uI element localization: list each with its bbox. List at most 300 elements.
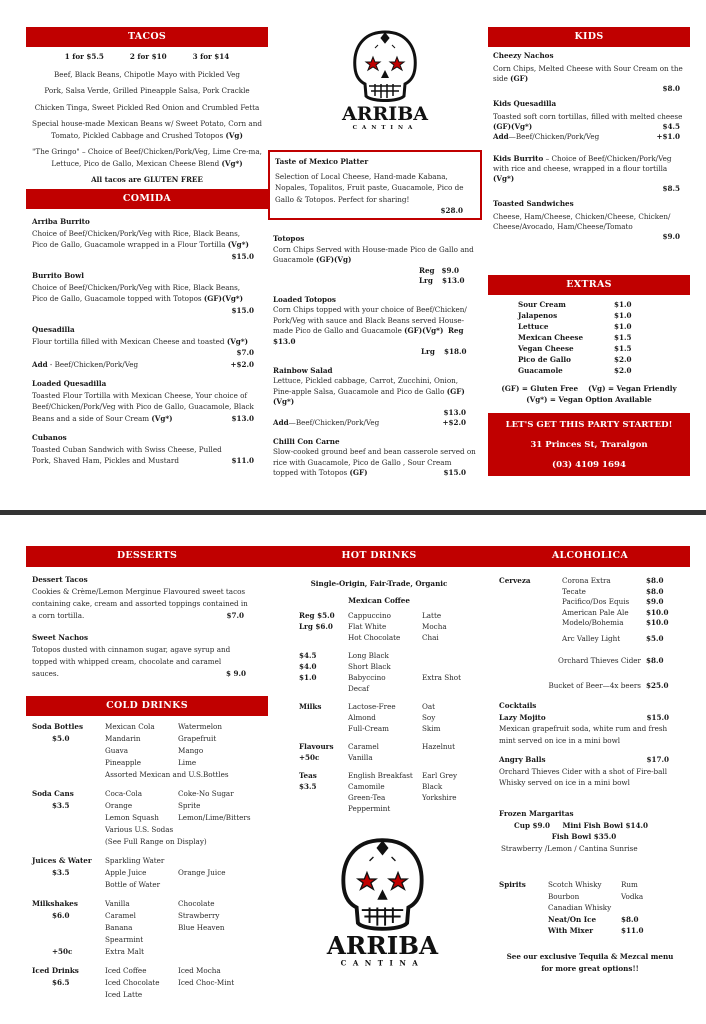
menu-text: Special house-made Mexican Beans w/ Sweet Potato, Corn and Tomato, Pickled Cabbage and Crushed Totopos xyxy=(32,119,262,140)
menu-text: Reg xyxy=(419,265,435,275)
menu-text xyxy=(299,723,348,734)
menu-text: Apple Juice xyxy=(105,868,147,877)
page-divider xyxy=(0,510,706,515)
menu-text: $1.0 xyxy=(614,311,632,320)
menu-text: $13.0 xyxy=(273,336,296,346)
menu-text: Kids Burrito xyxy=(493,154,544,163)
menu-text: $3.5 xyxy=(299,782,317,791)
drink-row xyxy=(499,681,689,692)
menu-text: Sprite xyxy=(178,801,201,810)
cocktails-section xyxy=(499,700,669,797)
menu-text: Watermelon xyxy=(178,722,222,731)
menu-text: Mexican Cheese xyxy=(518,333,584,342)
menu-text: Grapefruit xyxy=(178,734,217,743)
menu-text: Totopos xyxy=(273,234,305,243)
drink-row xyxy=(32,836,268,848)
menu-text: Angry Balls xyxy=(499,755,546,764)
menu-text: Flour tortilla filled with Mexican Cheese and toasted xyxy=(32,336,227,346)
margaritas-section xyxy=(499,808,669,854)
phone-number[interactable]: (03) 4109 1694 xyxy=(552,460,626,470)
drink-row xyxy=(518,332,668,343)
menu-text: Modelo/Bohemia xyxy=(562,618,624,627)
menu-text xyxy=(32,922,105,934)
menu-text: +$1.0 xyxy=(656,132,680,141)
menu-text: Assorted Mexican and U.S.Bottles xyxy=(105,770,229,779)
menu-text: $13.0 xyxy=(442,276,465,285)
menu-text: GLUTEN FREE xyxy=(143,175,203,184)
tacos-header: TACOS xyxy=(26,27,268,47)
menu-text: Camomile xyxy=(348,782,385,791)
menu-text: $2.0 xyxy=(614,366,632,375)
menu-text: +$2.0 xyxy=(230,359,254,369)
menu-text: Long Black xyxy=(348,651,389,660)
menu-text: $8.0 xyxy=(621,914,639,924)
menu-text: $15.0 xyxy=(231,305,254,315)
menu-text xyxy=(499,902,548,914)
drink-row xyxy=(499,656,689,667)
menu-text xyxy=(422,683,489,694)
menu-text: $15.0 xyxy=(646,712,669,722)
menu-text: Mexican Coffee xyxy=(348,596,410,605)
drink-row xyxy=(499,618,689,629)
menu-text: Choice of Beef/Chicken/Pork/Veg with Rice, Black Beans, Pico de Gallo, Guacamole wrapped in a Flour Tortilla xyxy=(32,228,241,249)
menu-text: Mexican Cola xyxy=(105,722,155,731)
menu-text: Coke-No Sugar xyxy=(178,789,234,798)
menu-text: English Breakfast xyxy=(348,771,413,780)
menu-text: American Pale Ale xyxy=(562,607,629,617)
menu-text: (Vg) = Vegan Friendly xyxy=(588,384,677,393)
drink-row xyxy=(299,701,489,712)
party-headline: LET'S GET THIS PARTY STARTED! xyxy=(505,420,673,430)
menu-text: $ 9.0 xyxy=(225,669,246,678)
menu-text: Reg $5.0 xyxy=(299,611,335,620)
menu-text xyxy=(178,855,268,867)
menu-text: Sparkling Water xyxy=(105,856,165,865)
menu-text: Spirits xyxy=(499,880,526,889)
menu-text: Burrito Bowl xyxy=(32,271,85,280)
menu-text: +50c xyxy=(299,753,320,762)
drink-group xyxy=(299,610,489,643)
tequila-note: See our exclusive Tequila & Mezcal menu for more great options!! xyxy=(506,952,674,973)
drink-row xyxy=(32,745,268,757)
menu-text: Lrg $6.0 xyxy=(299,622,333,631)
menu-item xyxy=(32,432,254,467)
menu-text: (GF) = Gluten Free xyxy=(501,384,579,393)
menu-text: $7.0 xyxy=(236,348,254,357)
drink-row xyxy=(299,741,489,752)
menu-text xyxy=(499,891,548,903)
menu-text: Scotch Whisky xyxy=(548,880,602,889)
menu-text: Mocha xyxy=(422,622,447,631)
menu-text: Reg xyxy=(447,326,464,335)
menu-text: Corn Chips topped with your choice of Beef/Chicken/ Pork/Veg with sauce and Black Beans served House-made Pico de Gallo and Guacamole xyxy=(273,305,467,335)
menu-text: (Vg*) xyxy=(493,174,515,183)
menu-text: Skim xyxy=(422,724,441,733)
menu-text: Toasted soft corn tortillas, filled with melted cheese xyxy=(493,112,683,121)
drink-row xyxy=(299,803,489,814)
menu-item xyxy=(493,199,688,242)
menu-text: Iced Latte xyxy=(105,990,143,999)
menu-text: Soda Bottles xyxy=(32,722,84,731)
menu-text: Corn Chips, Melted Cheese with Sour Cream on the side xyxy=(493,64,683,83)
menu-item xyxy=(493,154,688,194)
menu-text: Pico de Gallo xyxy=(518,355,571,364)
menu-text xyxy=(32,836,105,848)
menu-text: Oat xyxy=(422,702,436,711)
menu-text: Pork, Salsa Verde, Grilled Pineapple Salsa, Pork Crackle xyxy=(44,86,250,95)
taco-prices xyxy=(30,51,264,63)
menu-text: Loaded Totopos xyxy=(273,294,336,304)
menu-text xyxy=(32,769,105,781)
menu-text xyxy=(32,812,105,824)
menu-text: $4.5 xyxy=(299,651,317,660)
spirits-list xyxy=(499,879,679,937)
menu-text: $6.0 xyxy=(52,911,70,920)
drink-row xyxy=(299,683,489,694)
taco-price: 2 for $10 xyxy=(129,52,167,61)
menu-text: Iced Mocha xyxy=(178,966,221,975)
menu-item xyxy=(32,270,254,316)
menu-text: Yorkshire xyxy=(422,793,457,802)
drink-group xyxy=(32,965,268,1001)
menu-text: (GF)(Vg*) xyxy=(203,294,244,303)
menu-text: $8.0 xyxy=(646,586,664,596)
drink-row xyxy=(299,650,489,661)
menu-text: – Choice of Beef/Chicken/Pork/Veg with rice and cheese, wrapped in a flour tortilla xyxy=(493,154,672,173)
menu-item xyxy=(273,295,478,358)
taco-item xyxy=(30,102,264,114)
menu-text: $8.0 xyxy=(646,576,664,585)
menu-text: (GF)(Vg*) xyxy=(493,122,533,131)
menu-item xyxy=(32,216,254,262)
taco-price: 3 for $14 xyxy=(192,52,230,61)
menu-text: Bottle of Water xyxy=(105,880,161,889)
menu-text: $1.0 xyxy=(614,322,632,331)
drink-row xyxy=(299,770,489,781)
menu-item xyxy=(273,437,478,479)
drink-row xyxy=(499,902,679,914)
menu-text: Iced Choc-Mint xyxy=(178,978,235,987)
menu-text: $1.0 xyxy=(614,300,632,309)
menu-text: $1.0 xyxy=(299,673,317,682)
menu-text: Chilli Con Carne xyxy=(273,436,340,446)
taco-price: 1 for $5.5 xyxy=(64,52,104,61)
cocktail-item xyxy=(499,754,669,789)
menu-text: Juices & Water xyxy=(32,856,92,865)
menu-text xyxy=(32,745,105,757)
menu-text: Iced Drinks xyxy=(32,966,79,975)
menu-text: $10.0 xyxy=(646,607,669,617)
cerveza-list xyxy=(499,576,689,691)
drink-row xyxy=(299,712,489,723)
drink-row xyxy=(32,721,268,733)
menu-text xyxy=(178,879,268,891)
drink-row xyxy=(32,977,268,989)
menu-text: Blue Heaven xyxy=(178,923,225,932)
menu-text: $11.0 xyxy=(621,926,644,935)
menu-text: $7.0 xyxy=(226,611,244,620)
drink-row xyxy=(32,934,268,946)
menu-text: $13.0 xyxy=(231,413,254,423)
menu-text: (Vg) xyxy=(225,130,243,140)
menu-text: $17.0 xyxy=(646,755,669,764)
drink-row xyxy=(299,632,489,643)
menu-text: Orchard Thieves Cider xyxy=(558,656,641,665)
taco-item xyxy=(30,146,264,169)
menu-text: Kids Quesadilla xyxy=(493,99,557,108)
menu-text: Orchard Thieves Cider with a shot of Fire-ball Whisky served on ice in a mini bowl xyxy=(499,766,668,787)
menu-text: Green-Tea xyxy=(348,793,386,802)
platter-price: $28.0 xyxy=(440,206,463,215)
menu-text: Pineapple xyxy=(105,758,142,767)
menu-text: (Vg*) xyxy=(226,336,248,346)
menu-text: Choice of Beef/Chicken/Pork/Veg with Rice, Black Beans, Pico de Gallo, Guacamole topped with Totopos xyxy=(32,282,241,303)
drink-row xyxy=(518,310,668,321)
menu-text: Latte xyxy=(422,611,442,620)
menu-text: (Vg*) xyxy=(227,240,249,249)
drink-group xyxy=(299,770,489,814)
menu-text: Lettuce, Pickled cabbage, Carrot, Zucchini, Onion, Pine-apple Salsa, Guacamole and Pico de Gallo xyxy=(273,376,459,396)
menu-text xyxy=(499,925,548,937)
menu-text: Chicken Tinga, Sweet Pickled Red Onion and Crumbled Fetta xyxy=(34,102,260,112)
drink-row xyxy=(499,925,679,937)
menu-text: $4.5 xyxy=(662,122,680,131)
menu-text xyxy=(178,989,268,1001)
menu-text: Guacamole xyxy=(518,366,563,375)
menu-text: Lime xyxy=(178,758,197,767)
menu-text: Lrg xyxy=(419,276,433,285)
drink-row xyxy=(32,812,268,824)
diet-legend xyxy=(488,383,690,405)
menu-text: Toasted Sandwiches xyxy=(493,199,574,208)
menu-text: Peppermint xyxy=(348,804,391,813)
menu-text: $15.0 xyxy=(231,251,254,261)
cold-drinks-header: COLD DRINKS xyxy=(26,696,268,716)
drink-row xyxy=(499,634,689,645)
menu-text: Vanilla xyxy=(105,899,130,908)
menu-item xyxy=(273,366,478,429)
drink-group xyxy=(299,650,489,694)
menu-text: Sour Cream xyxy=(518,300,566,309)
extras-header: EXTRAS xyxy=(488,275,690,295)
menu-text: $5.0 xyxy=(52,734,70,743)
menu-text: (Vg*) xyxy=(151,413,173,423)
comida-section xyxy=(32,216,254,475)
menu-text: Full-Cream xyxy=(348,724,389,733)
menu-item xyxy=(32,574,250,622)
party-banner xyxy=(488,413,690,476)
platter-desc: Selection of Local Cheese, Hand-made Kabana, Nopales, Topalitos, Fruit paste, Guacamole, Pico de Gallo & Totopos. Perfect for sharing! xyxy=(275,171,464,204)
menu-text: Soda Cans xyxy=(32,789,74,798)
skull-icon xyxy=(355,32,416,101)
drink-row xyxy=(518,299,668,310)
alcoholica-header: ALCOHOLICA xyxy=(551,550,629,561)
drink-row xyxy=(518,365,668,376)
drink-row xyxy=(299,672,489,683)
menu-text: Lemon/Lime/Bitters xyxy=(178,813,251,822)
menu-text xyxy=(178,946,268,958)
drink-row xyxy=(499,891,679,903)
menu-item xyxy=(493,99,688,142)
drink-row xyxy=(32,800,268,812)
menu-text: Fish Bowl $35.0 xyxy=(551,832,617,841)
menu-text: (GF) xyxy=(349,468,368,477)
menu-item xyxy=(32,324,254,370)
menu-text: (GF)(Vg) xyxy=(315,255,352,264)
menu-text: Vegan Cheese xyxy=(518,344,574,353)
cold-drinks-list xyxy=(32,721,268,1001)
menu-text: $25.0 xyxy=(646,680,669,690)
drink-row xyxy=(499,576,689,587)
menu-text: Vodka xyxy=(621,891,644,901)
menu-text: Cappuccino xyxy=(348,611,391,620)
menu-text: Lrg xyxy=(421,347,435,356)
menu-text: (See Full Range on Display) xyxy=(105,837,207,846)
menu-text: Various U.S. Sodas xyxy=(105,825,174,834)
menu-text: Single-Origin, Fair-Trade, Organic xyxy=(310,579,448,588)
comida-header: COMIDA xyxy=(26,189,268,209)
menu-text: (GF)(Vg*) xyxy=(404,326,444,335)
menu-text: $9.0 xyxy=(662,232,680,241)
menu-text: $9.0 xyxy=(441,265,459,275)
drink-row xyxy=(299,723,489,734)
taco-item xyxy=(30,118,264,141)
menu-text xyxy=(422,661,489,672)
menu-text: $10.0 xyxy=(646,618,669,627)
menu-text xyxy=(32,879,105,891)
menu-text: Lettuce xyxy=(518,322,549,331)
menu-text: Arriba Burrito xyxy=(32,217,90,226)
drink-row xyxy=(32,989,268,1001)
menu-text: Bourbon xyxy=(548,891,580,901)
drink-row xyxy=(518,321,668,332)
menu-text: $8.0 xyxy=(662,84,680,93)
menu-text: Spearmint xyxy=(105,935,144,944)
hot-drinks-list xyxy=(299,610,489,814)
menu-text: $8.5 xyxy=(662,184,680,193)
menu-text xyxy=(32,989,105,1001)
drink-group xyxy=(32,721,268,781)
menu-text: Hazelnut xyxy=(422,742,456,751)
menu-text: Extra Malt xyxy=(105,947,145,956)
desserts-section xyxy=(32,574,250,688)
logo-name: ARRIBA xyxy=(326,931,439,961)
drink-group xyxy=(32,855,268,891)
drink-row xyxy=(299,621,489,632)
menu-text: Sweet Nachos xyxy=(32,633,89,642)
drink-row xyxy=(32,855,268,867)
menu-item xyxy=(273,234,478,287)
platter-name: Taste of Mexico Platter xyxy=(275,157,369,166)
menu-text: Caramel xyxy=(105,911,136,920)
menu-text: Toasted Cuban Sandwich with Swiss Cheese, Pulled Pork, Shaved Ham, Pickles and Mustard xyxy=(32,444,222,465)
menu-text xyxy=(422,752,489,763)
menu-text: Beef, Black Beans, Chipotle Mayo with Pickled Veg xyxy=(54,69,240,79)
arriba-cantina-logo xyxy=(335,28,435,130)
menu-text xyxy=(32,757,105,769)
menu-text: $6.5 xyxy=(52,978,70,987)
menu-text: Guava xyxy=(105,746,129,755)
arriba-cantina-logo-bottom xyxy=(315,835,450,967)
menu-item xyxy=(32,378,254,424)
menu-text: Mandarin xyxy=(105,734,141,743)
drink-row xyxy=(32,867,268,879)
menu-text: Banana xyxy=(105,923,133,932)
drink-row xyxy=(32,922,268,934)
drink-row xyxy=(499,587,689,598)
drink-row xyxy=(32,769,268,781)
menu-text: Lemon Squash xyxy=(105,813,159,822)
drink-row xyxy=(299,661,489,672)
menu-text xyxy=(32,934,105,946)
tacos-section xyxy=(30,51,264,191)
menu-text: Cheese, Ham/Cheese, Chicken/Cheese, Chicken/ Cheese/Avocado, Ham/Cheese/Tomato xyxy=(493,212,671,231)
menu-text: Rainbow Salad xyxy=(273,365,333,375)
menu-item xyxy=(493,51,688,94)
menu-text: $18.0 xyxy=(444,347,467,356)
menu-text: $1.5 xyxy=(614,344,632,353)
kids-section xyxy=(493,51,688,247)
menu-text: Canadian Whisky xyxy=(548,903,612,912)
menu-text: Chocolate xyxy=(178,899,215,908)
menu-text: Decaf xyxy=(348,684,369,693)
menu-text: Quesadilla xyxy=(32,325,75,334)
taco-item xyxy=(30,85,264,97)
menu-text xyxy=(422,803,489,814)
menu-text: $4.0 xyxy=(299,662,317,671)
menu-text: Bucket of Beer—4x beers xyxy=(548,680,641,690)
menu-text: Mexican grapefruit soda, white rum and fresh mint served on ice in a mini bowl xyxy=(499,724,668,745)
menu-text: Frozen Margaritas xyxy=(499,809,574,818)
drink-group xyxy=(299,701,489,734)
menu-text: Cup $9.0 Mini Fish Bowl $14.0 xyxy=(514,820,649,830)
hot-drinks-header: HOT DRINKS xyxy=(341,550,417,561)
kids-header: KIDS xyxy=(488,27,690,47)
menu-text: $1.5 xyxy=(614,333,632,342)
extras-list xyxy=(518,299,668,376)
menu-text xyxy=(178,934,268,946)
menu-item xyxy=(32,632,250,680)
logo-sub: CANTINA xyxy=(352,125,418,130)
drink-row xyxy=(499,608,689,619)
menu-text: Cerveza xyxy=(499,576,531,585)
menu-text: Strawberry xyxy=(178,911,220,920)
menu-text: Corona Extra xyxy=(562,576,611,585)
logo-name: ARRIBA xyxy=(341,103,429,125)
menu-text: Teas xyxy=(299,771,317,780)
menu-text: $8.0 xyxy=(646,656,664,665)
menu-text: Lactose-Free xyxy=(348,702,396,711)
menu-text: Loaded Quesadilla xyxy=(32,379,107,388)
menu-text: $13.0 xyxy=(443,407,466,417)
menu-text: Chai xyxy=(422,633,439,642)
drink-row xyxy=(518,343,668,354)
drink-row xyxy=(299,792,489,803)
drink-group xyxy=(32,898,268,958)
drink-row xyxy=(518,354,668,365)
menu-text: —Beef/Chicken/Pork/Veg xyxy=(288,418,380,427)
menu-text: Hot Chocolate xyxy=(348,633,401,642)
menu-text: $3.5 xyxy=(52,801,70,810)
menu-text xyxy=(299,792,348,803)
menu-text xyxy=(499,914,548,926)
menu-text: Extra Shot xyxy=(422,673,461,682)
menu-text: Almond xyxy=(348,713,376,722)
drink-row xyxy=(32,757,268,769)
drink-row xyxy=(32,824,268,836)
menu-text: +$2.0 xyxy=(442,418,466,427)
drink-row xyxy=(499,597,689,608)
